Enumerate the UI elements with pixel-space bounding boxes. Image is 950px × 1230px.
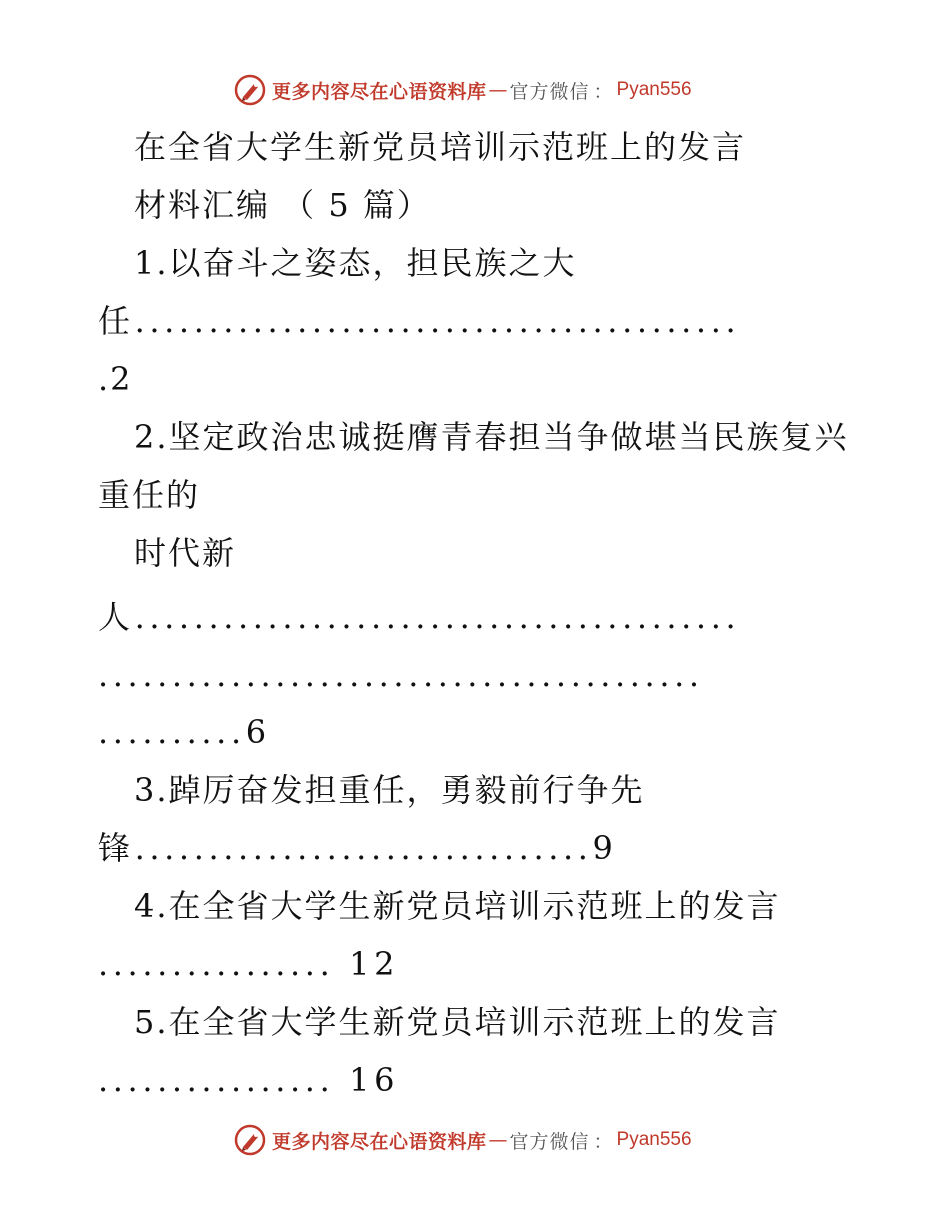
toc-item-1-leader: 任......................................... — [98, 302, 741, 340]
watermark-brand: 更多内容尽在心语资料库 — [272, 1130, 487, 1153]
toc-item-2-title-cont-1: 重任的 — [98, 476, 201, 514]
toc-item-2-title-cont-2: 时代新 — [134, 534, 237, 572]
watermark-label: 官方微信 — [509, 80, 590, 103]
watermark-account: Pyan556 — [616, 1129, 692, 1150]
toc-item-4-title: 4.在全省大学生新党员培训示范班上的发言 — [134, 887, 781, 925]
toc-item-4-leader-page: ................ 12 — [98, 945, 400, 983]
toc-item-5-title: 5.在全省大学生新党员培训示范班上的发言 — [134, 1003, 781, 1041]
watermark-separator: ： — [593, 1130, 613, 1153]
toc-item-2-leader-2: ......................................... — [98, 656, 704, 694]
document-title-line-1: 在全省大学生新党员培训示范班上的发言 — [134, 128, 747, 166]
toc-item-2-page: ..........6 — [98, 713, 271, 751]
pen-logo-icon — [234, 74, 266, 106]
pen-logo-icon — [234, 1124, 266, 1156]
toc-item-2-leader-1: 人......................................... — [98, 598, 741, 636]
toc-item-3-leader-page: 锋...............................9 — [98, 829, 618, 867]
watermark-dash: — — [488, 1129, 508, 1151]
header-watermark — [234, 70, 692, 110]
toc-item-1-title: 1.以奋斗之姿态，担民族之大 — [134, 244, 577, 282]
watermark-label: 官方微信 — [509, 1130, 590, 1153]
toc-item-2-title: 2.坚定政治忠诚挺膺青春担当争做堪当民族复兴 — [134, 418, 849, 456]
watermark-dash: — — [488, 79, 508, 101]
toc-item-1-page: .2 — [98, 360, 133, 398]
footer-watermark — [234, 1120, 692, 1160]
watermark-brand: 更多内容尽在心语资料库 — [272, 80, 487, 103]
watermark-separator: ： — [593, 80, 613, 103]
toc-item-3-title: 3.踔厉奋发担重任，勇毅前行争先 — [134, 771, 645, 809]
document-title-line-2: 材料汇编 （ 5 篇） — [134, 186, 431, 224]
toc-item-5-leader-page: ................ 16 — [98, 1061, 400, 1099]
watermark-account: Pyan556 — [616, 79, 692, 100]
